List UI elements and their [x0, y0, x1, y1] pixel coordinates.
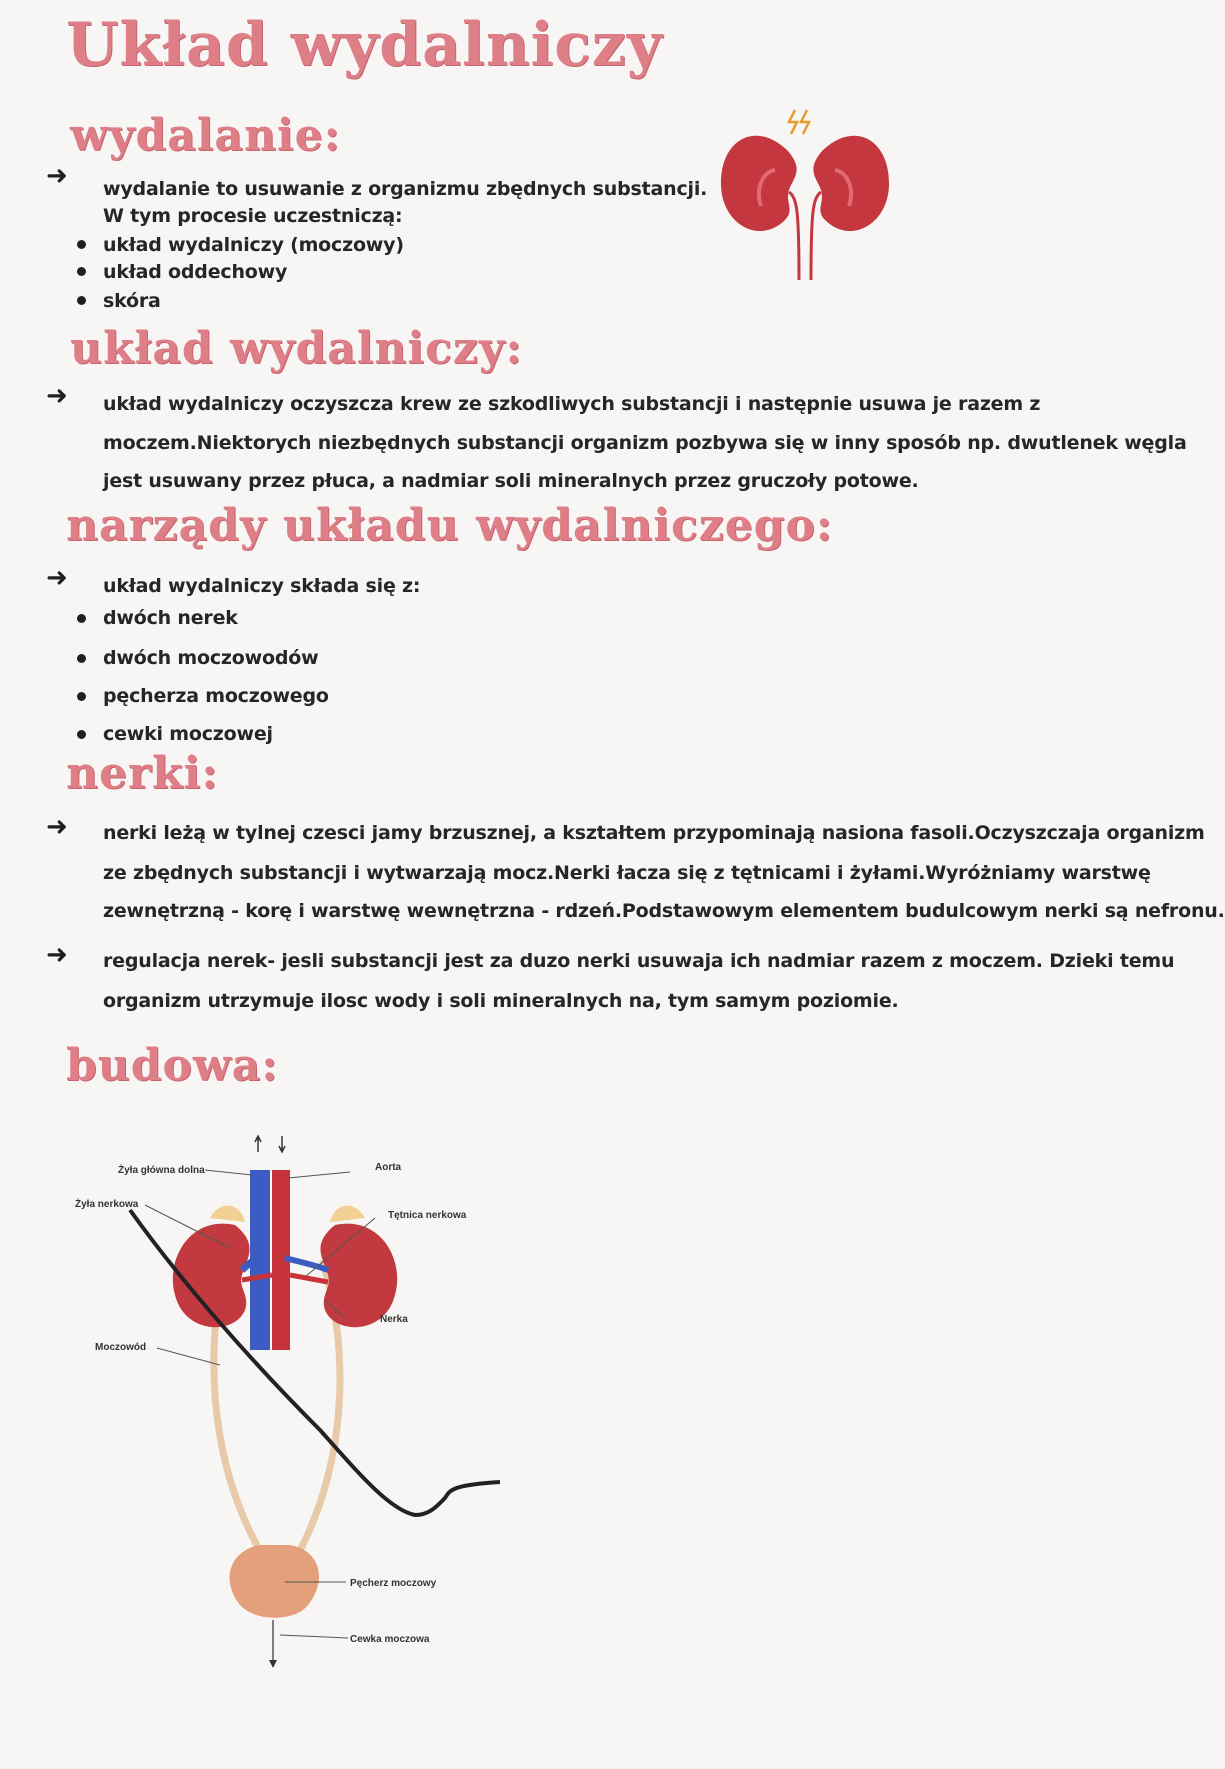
label-ureter: Moczowód: [95, 1342, 147, 1353]
arrow-right-icon: ➜: [46, 161, 68, 191]
bladder: [230, 1545, 319, 1618]
bullet-icon: [77, 730, 86, 739]
heading-uklad: układ wydalniczy:: [70, 323, 523, 374]
label-urethra: Cewka moczowa: [350, 1634, 430, 1645]
list-item: cewki moczowej: [103, 723, 273, 745]
arrow-right-icon: ➜: [46, 940, 68, 970]
nerki-line: regulacja nerek- jesli substancji jest za duzo nerki usuwaja ich nadmiar razem z moczem. Dzieki temu: [103, 950, 1175, 972]
list-item: dwóch moczowodów: [103, 647, 319, 669]
list-item: układ oddechowy: [103, 261, 288, 283]
label-kidney: Nerka: [380, 1314, 408, 1325]
nerki-line: zewnętrzną - korę i warstwę wewnętrzna - rdzeń.Podstawowym elementem budulcowym nerki są nefronu.: [103, 900, 1225, 922]
wydalanie-definition: wydalanie to usuwanie z organizmu zbędnych substancji.: [103, 178, 708, 200]
bullet-icon: [77, 654, 86, 663]
nerki-line: nerki leżą w tylnej czesci jamy brzusznej, a kształtem przypominają nasiona fasoli.Oczyszczaja organizm: [103, 822, 1205, 844]
arrow-right-icon: ➜: [46, 381, 68, 411]
arrow-right-icon: ➜: [46, 812, 68, 842]
list-item: układ wydalniczy (moczowy): [103, 234, 404, 256]
nerki-line: organizm utrzymuje ilosc wody i soli mineralnych na, tym samym poziomie.: [103, 990, 899, 1012]
bullet-icon: [77, 267, 86, 276]
kidney-right: [320, 1224, 397, 1328]
list-item: pęcherza moczowego: [103, 685, 329, 707]
heading-wydalanie: wydalanie:: [70, 110, 341, 161]
bullet-icon: [77, 240, 86, 249]
uklad-line: jest usuwany przez płuca, a nadmiar soli mineralnych przez gruczoły potowe.: [103, 470, 919, 492]
bullet-icon: [77, 614, 86, 623]
label-bladder: Pęcherz moczowy: [350, 1578, 437, 1589]
label-renal-artery: Tętnica nerkowa: [388, 1210, 467, 1221]
arrow-right-icon: ➜: [46, 563, 68, 593]
nerki-line: ze zbędnych substancji i wytwarzają mocz.Nerki łacza się z tętnicami i żyłami.Wyróżniamy warstwę: [103, 862, 1151, 884]
heading-narzady: narządy układu wydalniczego:: [66, 500, 834, 551]
kidneys-icon: [715, 110, 895, 280]
label-renal-vein: Żyła nerkowa: [75, 1199, 139, 1210]
label-vena-cava: Żyła główna dolna: [118, 1165, 205, 1176]
uklad-line: układ wydalniczy oczyszcza krew ze szkodliwych substancji i następnie usuwa je razem z: [103, 393, 1041, 415]
list-item: skóra: [103, 290, 161, 312]
urinary-system-diagram: [60, 1130, 520, 1710]
heading-budowa: budowa:: [66, 1040, 279, 1091]
wydalanie-line2: W tym procesie uczestniczą:: [103, 205, 403, 227]
list-item: dwóch nerek: [103, 607, 238, 629]
bullet-icon: [77, 692, 86, 701]
heading-nerki: nerki:: [66, 748, 219, 799]
bullet-icon: [77, 296, 86, 305]
uklad-line: moczem.Niektorych niezbędnych substancji organizm pozbywa się w inny sposób np. dwutlenek węgla: [103, 432, 1187, 454]
label-aorta: Aorta: [375, 1162, 402, 1173]
narzady-intro: układ wydalniczy składa się z:: [103, 575, 421, 597]
page-title: Układ wydalniczy: [66, 10, 663, 80]
